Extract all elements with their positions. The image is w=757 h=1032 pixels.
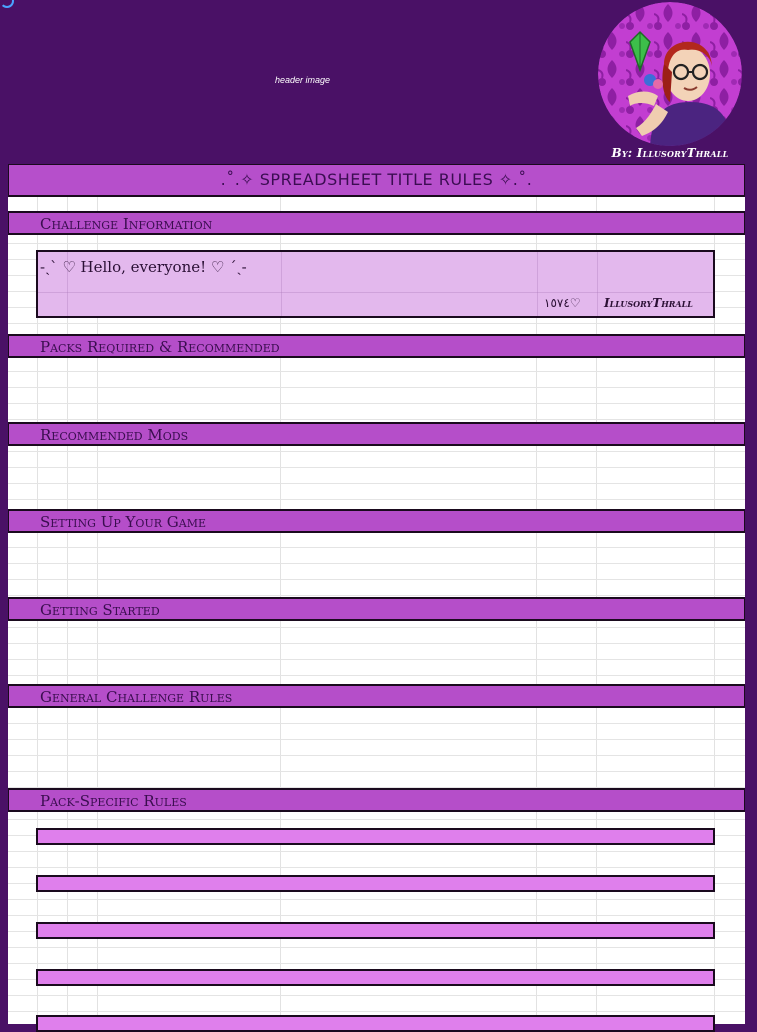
corner-marker <box>0 0 14 8</box>
intro-box <box>36 250 715 318</box>
avatar <box>598 2 742 146</box>
greeting-text: -ˏˋ ♡ Hello, everyone! ♡ ˊˎ- <box>40 258 247 276</box>
section-pack-specific-rules: Pack-Specific Rules <box>8 788 745 812</box>
header <box>0 0 757 163</box>
signature-prefix: ١٥٧٤♡ <box>544 296 581 310</box>
spreadsheet-title: .˚.✧ SPREADSHEET TITLE RULES ✧.˚. <box>8 164 745 197</box>
pack-rule-bar <box>36 922 715 939</box>
section-recommended-mods: Recommended Mods <box>8 422 745 446</box>
spreadsheet[interactable] <box>8 164 745 1024</box>
section-getting-started: Getting Started <box>8 597 745 621</box>
header-image-placeholder: header image <box>274 75 331 85</box>
section-packs-required: Packs Required & Recommended <box>8 334 745 358</box>
byline: By: IllusoryThrall <box>611 146 729 160</box>
section-setting-up-game: Setting Up Your Game <box>8 509 745 533</box>
avatar-icon <box>598 2 742 146</box>
signature-name: IllusoryThrall <box>604 296 693 310</box>
pack-rule-bar <box>36 875 715 892</box>
pack-rule-bar <box>36 969 715 986</box>
section-general-rules: General Challenge Rules <box>8 684 745 708</box>
section-challenge-information: Challenge Information <box>8 211 745 235</box>
pack-rule-bar <box>36 828 715 845</box>
